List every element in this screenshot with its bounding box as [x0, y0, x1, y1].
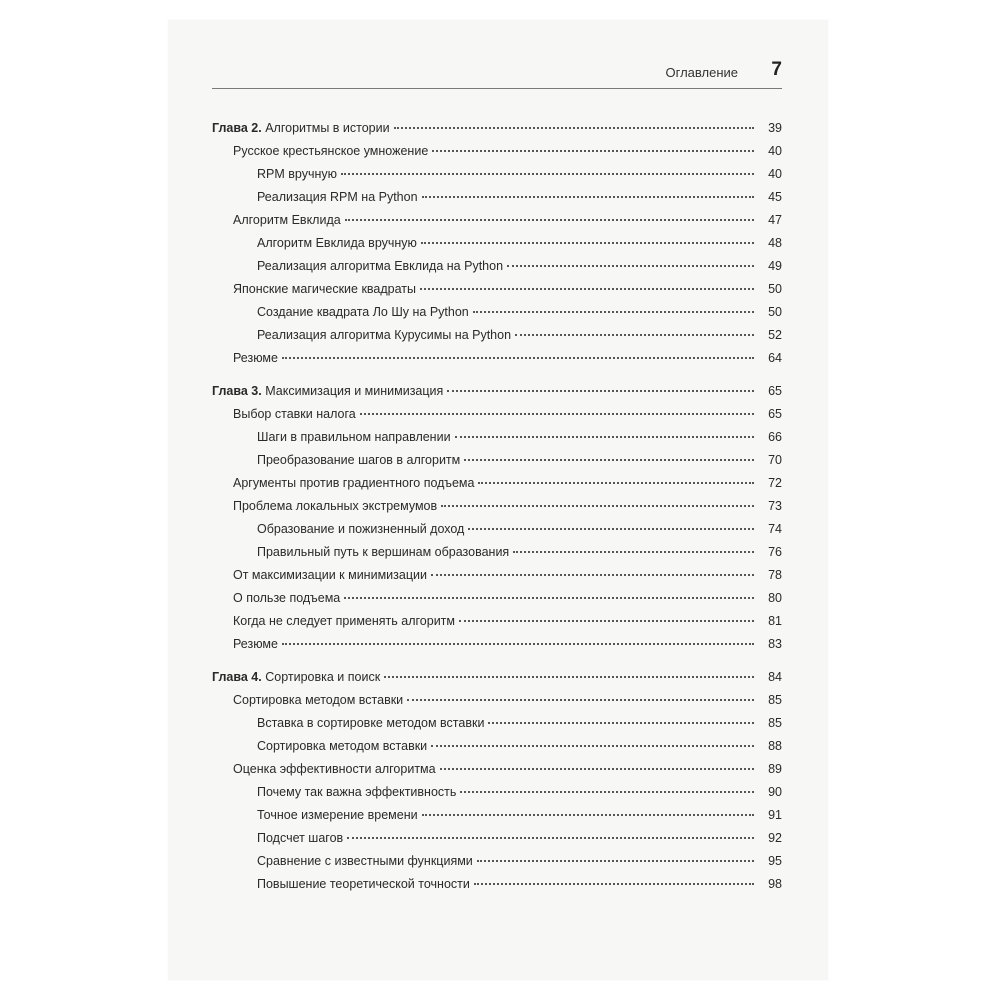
dot-leader: [473, 310, 754, 313]
toc-entry-title: Русское крестьянское умножение: [233, 144, 429, 158]
toc-entry-title: Повышение теоретической точности: [257, 877, 470, 891]
toc-entry-title: Выбор ставки налога: [233, 407, 356, 421]
toc-entry-title: RPM вручную: [257, 167, 337, 181]
dot-leader: [344, 596, 754, 599]
toc-page-number: 40: [768, 144, 782, 158]
toc-entry-title: Сравнение с известными функциями: [257, 854, 473, 868]
dot-leader: [407, 698, 754, 701]
toc-entry: [212, 255, 782, 277]
toc-page-number: 95: [768, 854, 782, 868]
toc-page-number: 50: [768, 305, 782, 319]
dot-leader: [282, 642, 754, 645]
chapter-title: Максимизация и минимизация: [265, 384, 444, 398]
toc-page-number: 65: [768, 384, 782, 398]
dot-leader: [431, 744, 754, 747]
dot-leader: [394, 126, 754, 129]
toc-entry: [212, 712, 782, 734]
toc-entry-title: Реализация алгоритма Курусимы на Python: [257, 328, 512, 342]
toc-entry-title: Шаги в правильном направлении: [257, 430, 451, 444]
dot-leader: [384, 675, 754, 678]
toc-page-number: 40: [768, 167, 782, 181]
dot-leader: [432, 149, 754, 152]
toc-entry-title: Реализация RPM на Python: [257, 190, 418, 204]
toc-page-number: 84: [768, 670, 782, 684]
toc-page-number: 89: [768, 762, 782, 776]
toc-entry-title: Оценка эффективности алгоритма: [233, 762, 436, 776]
dot-leader: [422, 813, 754, 816]
dot-leader: [488, 721, 754, 724]
dot-leader: [421, 241, 754, 244]
toc-entry-title: Почему так важна эффективность: [257, 785, 457, 799]
toc-entry: [212, 587, 782, 609]
toc-entry-title: Сортировка методом вставки: [233, 693, 404, 707]
dot-leader: [347, 836, 754, 839]
page-number: 7: [771, 59, 782, 80]
toc-page-number: 80: [768, 591, 782, 605]
header-rule: [212, 88, 782, 89]
dot-leader: [515, 333, 754, 336]
toc-entry-title: Правильный путь к вершинам образования: [257, 545, 510, 559]
toc-entry: [212, 541, 782, 563]
toc-page-number: 47: [768, 213, 782, 227]
toc-page-number: 73: [768, 499, 782, 513]
toc-entry: [212, 140, 782, 162]
toc-chapter-entry: [212, 380, 782, 402]
toc-entry-title: Алгоритм Евклида вручную: [257, 236, 417, 250]
toc-entry-title: Сортировка методом вставки: [257, 739, 428, 753]
chapter-label: Глава 4.: [212, 670, 262, 684]
dot-leader: [474, 882, 754, 885]
running-header-title: Оглавление: [665, 65, 738, 80]
toc-entry-title: Вставка в сортировке методом вставки: [257, 716, 485, 730]
toc-entry: [212, 186, 782, 208]
toc-page-number: 49: [768, 259, 782, 273]
toc-entry: [212, 781, 782, 803]
toc-entry: [212, 495, 782, 517]
toc-page-number: 76: [768, 545, 782, 559]
toc-entry: [212, 827, 782, 849]
toc-entry-title: [212, 117, 390, 139]
toc-entry: [212, 633, 782, 655]
chapter-label: Глава 2.: [212, 121, 262, 135]
toc-entry: [212, 403, 782, 425]
dot-leader: [441, 504, 754, 507]
toc-entry: [212, 232, 782, 254]
toc-chapter-entry: [212, 117, 782, 139]
dot-leader: [468, 527, 754, 530]
toc-entry-title: От максимизации к минимизации: [233, 568, 427, 582]
dot-leader: [455, 435, 754, 438]
toc-entry: [212, 850, 782, 872]
toc-page-number: 78: [768, 568, 782, 582]
toc-page-number: 65: [768, 407, 782, 421]
dot-leader: [447, 389, 754, 392]
dot-leader: [459, 619, 754, 622]
toc-entry-title: Реализация алгоритма Евклида на Python: [257, 259, 504, 273]
dot-leader: [460, 790, 754, 793]
dot-leader: [282, 356, 754, 359]
toc-page-number: 83: [768, 637, 782, 651]
toc-entry: [212, 301, 782, 323]
dot-leader: [360, 412, 754, 415]
toc-entry-title: [212, 380, 443, 402]
toc-entry-title: Преобразование шагов в алгоритм: [257, 453, 461, 467]
toc-entry: [212, 209, 782, 231]
toc-entry: [212, 347, 782, 369]
toc-entry: [212, 735, 782, 757]
dot-leader: [478, 481, 754, 484]
dot-leader: [513, 550, 754, 553]
toc-page-number: 50: [768, 282, 782, 296]
toc-entry-title: Резюме: [233, 637, 278, 651]
toc-page-number: 64: [768, 351, 782, 365]
toc-page-number: 52: [768, 328, 782, 342]
toc-entry-title: [212, 666, 380, 688]
toc-page-number: 91: [768, 808, 782, 822]
toc-entry: [212, 278, 782, 300]
toc-entry: [212, 163, 782, 185]
toc-page-number: 70: [768, 453, 782, 467]
toc-page-number: 85: [768, 716, 782, 730]
toc-entry: [212, 564, 782, 586]
toc-entry: [212, 472, 782, 494]
toc-entry: [212, 804, 782, 826]
toc-page-number: 85: [768, 693, 782, 707]
toc-page-number: 90: [768, 785, 782, 799]
toc-entry-title: Алгоритм Евклида: [233, 213, 341, 227]
toc-entry-title: Создание квадрата Ло Шу на Python: [257, 305, 469, 319]
toc-entry-title: Точное измерение времени: [257, 808, 418, 822]
dot-leader: [422, 195, 754, 198]
chapter-title: Алгоритмы в истории: [265, 121, 390, 135]
dot-leader: [477, 859, 754, 862]
running-header: [212, 58, 782, 86]
toc-entry-title: Когда не следует применять алгоритм: [233, 614, 456, 628]
toc-page-number: 98: [768, 877, 782, 891]
toc-entry: [212, 449, 782, 471]
toc-page-number: 74: [768, 522, 782, 536]
toc-entry-title: Образование и пожизненный доход: [257, 522, 465, 536]
toc-page-number: 45: [768, 190, 782, 204]
toc-entry-title: Подсчет шагов: [257, 831, 344, 845]
toc-entry-title: Аргументы против градиентного подъема: [233, 476, 475, 490]
dot-leader: [507, 264, 754, 267]
toc-chapter-entry: [212, 666, 782, 688]
toc-entry-title: Японские магические квадраты: [233, 282, 417, 296]
toc-page-number: 48: [768, 236, 782, 250]
toc-entry: [212, 689, 782, 711]
toc-page-number: 81: [768, 614, 782, 628]
toc-entry-title: Проблема локальных экстремумов: [233, 499, 438, 513]
toc-entry: [212, 758, 782, 780]
dot-leader: [345, 218, 754, 221]
toc-page-number: 92: [768, 831, 782, 845]
toc-entry-title: Резюме: [233, 351, 278, 365]
toc-page-number: 66: [768, 430, 782, 444]
dot-leader: [431, 573, 754, 576]
toc-entry: [212, 873, 782, 895]
dot-leader: [464, 458, 754, 461]
toc-entry: [212, 426, 782, 448]
chapter-label: Глава 3.: [212, 384, 262, 398]
dot-leader: [420, 287, 754, 290]
toc-entry-title: О пользе подъема: [233, 591, 341, 605]
toc-page-number: 88: [768, 739, 782, 753]
toc-entry: [212, 518, 782, 540]
toc-page-number: 39: [768, 121, 782, 135]
toc-entry: [212, 324, 782, 346]
dot-leader: [440, 767, 754, 770]
chapter-title: Сортировка и поиск: [265, 670, 381, 684]
toc-page-number: 72: [768, 476, 782, 490]
toc-entry: [212, 610, 782, 632]
dot-leader: [341, 172, 754, 175]
